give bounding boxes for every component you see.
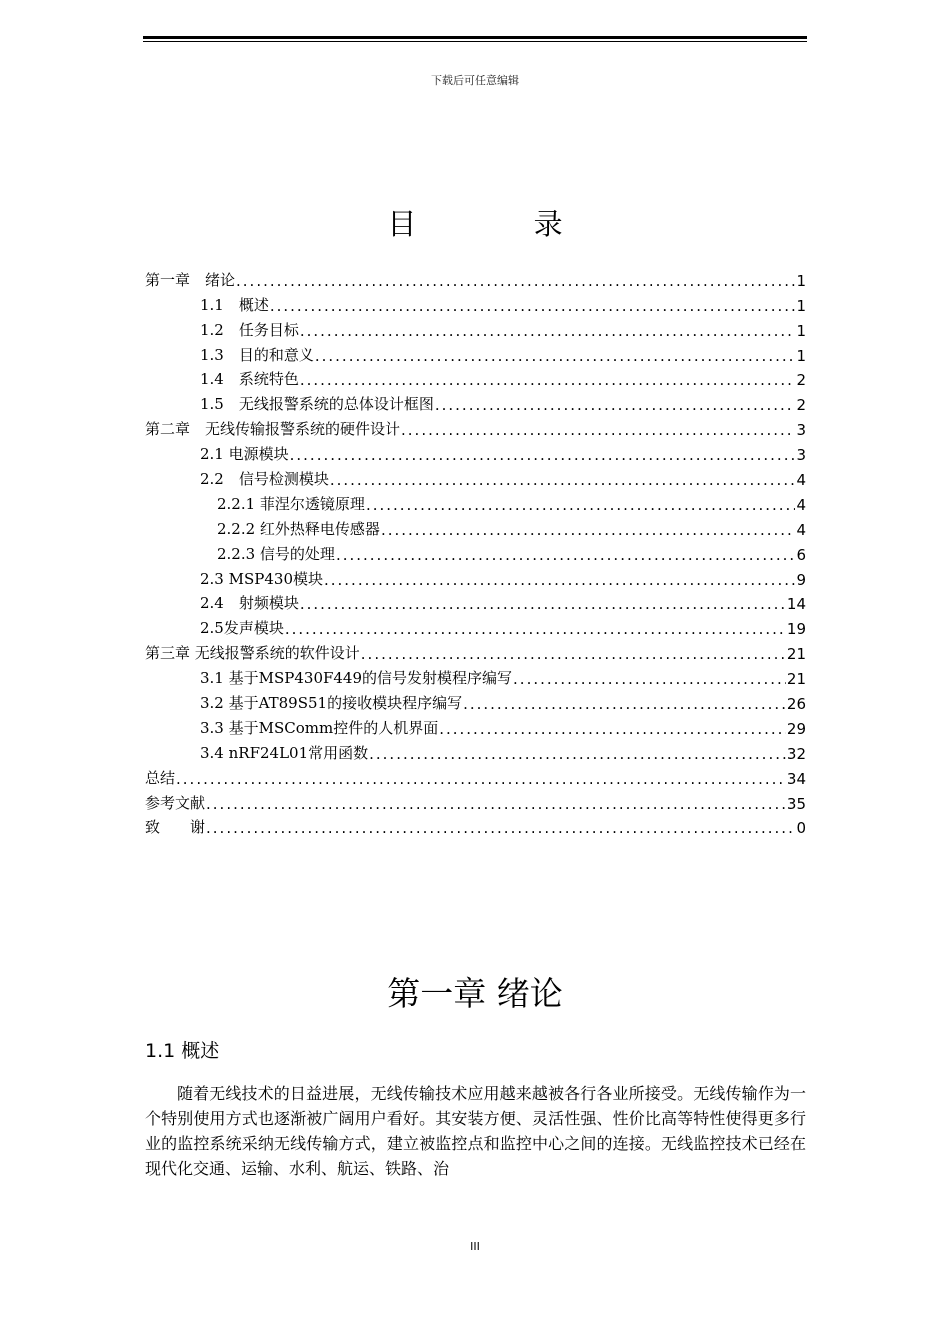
toc-entry-text: 3.1 基于MSP430F449的信号发射模程序编写 bbox=[200, 669, 513, 688]
toc-leader-dots bbox=[300, 322, 796, 340]
toc-entry[interactable] bbox=[145, 613, 806, 638]
toc-entry-page: 35 bbox=[786, 794, 806, 813]
toc-leader-dots bbox=[435, 396, 796, 414]
toc-entry-page: 3 bbox=[796, 421, 806, 440]
toc-entry[interactable] bbox=[145, 564, 806, 589]
toc-entry-text: 2.2.1 菲涅尔透镜原理 bbox=[217, 494, 365, 513]
toc-entry-page: 1 bbox=[796, 321, 806, 340]
toc-entry-page: 19 bbox=[786, 620, 806, 639]
toc-leader-dots bbox=[315, 347, 796, 365]
toc-leader-dots bbox=[300, 371, 796, 389]
toc-entry[interactable] bbox=[145, 688, 806, 713]
toc-entry-page: 2 bbox=[796, 396, 806, 415]
toc-entry-text: 第三章 无线报警系统的软件设计 bbox=[145, 644, 360, 663]
toc-entry[interactable] bbox=[145, 738, 806, 763]
toc-entry-text: 2.2.3 信号的处理 bbox=[217, 544, 335, 563]
toc-entry-text: 1.1 概述 bbox=[200, 295, 269, 314]
header-note: 下载后可任意编辑 bbox=[431, 74, 519, 87]
header-rule-thick bbox=[143, 36, 807, 39]
toc-entry[interactable] bbox=[145, 365, 806, 390]
toc-entry[interactable] bbox=[145, 813, 806, 838]
page-number: III bbox=[470, 1240, 480, 1253]
toc-entry-page: 0 bbox=[796, 819, 806, 838]
chapter-title: 第一章 绪论 bbox=[387, 974, 563, 1013]
toc-leader-dots bbox=[324, 571, 795, 589]
toc-leader-dots bbox=[366, 496, 796, 514]
toc-entry[interactable] bbox=[145, 290, 806, 315]
table-of-contents bbox=[145, 265, 806, 837]
toc-entry-text: 3.4 nRF24L01常用函数 bbox=[200, 743, 369, 762]
toc-leader-dots bbox=[361, 645, 786, 663]
toc-entry-text: 1.4 系统特色 bbox=[200, 370, 299, 389]
toc-entry[interactable] bbox=[145, 763, 806, 788]
toc-entry-page: 1 bbox=[796, 271, 806, 290]
toc-entry-page: 6 bbox=[796, 545, 806, 564]
toc-leader-dots bbox=[270, 297, 796, 315]
toc-leader-dots bbox=[236, 272, 795, 290]
toc-entry[interactable] bbox=[145, 514, 806, 539]
toc-entry[interactable] bbox=[145, 464, 806, 489]
toc-entry-text: 3.3 基于MSComm控件的人机界面 bbox=[200, 718, 439, 737]
toc-entry-text: 2.3 MSP430模块 bbox=[200, 569, 323, 588]
toc-leader-dots bbox=[330, 471, 796, 489]
toc-entry-page: 21 bbox=[786, 670, 806, 689]
toc-leader-dots bbox=[513, 670, 786, 688]
toc-entry-page: 29 bbox=[786, 719, 806, 738]
toc-entry-text: 1.5 无线报警系统的总体设计框图 bbox=[200, 395, 434, 414]
toc-entry-page: 14 bbox=[786, 595, 806, 614]
toc-entry[interactable] bbox=[145, 788, 806, 813]
toc-entry-page: 32 bbox=[786, 744, 806, 763]
toc-entry-text: 1.3 目的和意义 bbox=[200, 345, 314, 364]
toc-leader-dots bbox=[300, 595, 786, 613]
toc-entry-text: 3.2 基于AT89S51的接收模块程序编写 bbox=[200, 694, 463, 713]
toc-entry-text: 2.5发声模块 bbox=[200, 619, 284, 638]
toc-entry-text: 2.2 信号检测模块 bbox=[200, 470, 329, 489]
toc-leader-dots bbox=[369, 745, 786, 763]
toc-entry-text: 第二章 无线传输报警系统的硬件设计 bbox=[145, 420, 401, 439]
toc-entry-page: 1 bbox=[796, 296, 806, 315]
toc-entry[interactable] bbox=[145, 389, 806, 414]
toc-leader-dots bbox=[381, 521, 796, 539]
toc-entry[interactable] bbox=[145, 340, 806, 365]
toc-entry-page: 1 bbox=[796, 346, 806, 365]
header-rule-thin bbox=[143, 41, 807, 42]
toc-entry[interactable] bbox=[145, 638, 806, 663]
toc-title: 目 录 bbox=[387, 207, 617, 241]
toc-entry-page: 4 bbox=[796, 471, 806, 490]
toc-leader-dots bbox=[176, 770, 786, 788]
toc-entry[interactable] bbox=[145, 265, 806, 290]
toc-entry-text: 总结 bbox=[145, 768, 176, 787]
toc-entry-page: 26 bbox=[786, 695, 806, 714]
toc-entry-text: 参考文献 bbox=[145, 793, 206, 812]
toc-entry-page: 21 bbox=[786, 645, 806, 664]
toc-entry-page: 34 bbox=[786, 769, 806, 788]
toc-entry-text: 第一章 绪论 bbox=[145, 270, 236, 289]
toc-entry-page: 3 bbox=[796, 446, 806, 465]
toc-entry-page: 4 bbox=[796, 495, 806, 514]
toc-leader-dots bbox=[206, 819, 795, 837]
toc-entry-text: 致 谢 bbox=[145, 818, 206, 837]
toc-leader-dots bbox=[439, 720, 786, 738]
toc-leader-dots bbox=[336, 546, 796, 564]
toc-entry-page: 9 bbox=[796, 570, 806, 589]
body-paragraph: 随着无线技术的日益进展，无线传输技术应用越来越被各行各业所接受。无线传输作为一个特别使用方式也逐渐被广阔用户看好。其安装方便、灵活性强、性价比高等特性使得更多行业的监控系统采纳无线传输方式，建立被监控点和监控中心之间的连接。无线监控技术已经在现代化交通、运输、水利、航运、铁路、治 bbox=[145, 1084, 806, 1178]
toc-entry-text: 1.2 任务目标 bbox=[200, 320, 299, 339]
toc-entry[interactable] bbox=[145, 663, 806, 688]
toc-entry-text: 2.1 电源模块 bbox=[200, 445, 289, 464]
toc-entry[interactable] bbox=[145, 439, 806, 464]
toc-entry-page: 4 bbox=[796, 520, 806, 539]
toc-leader-dots bbox=[463, 695, 786, 713]
toc-entry-text: 2.4 射频模块 bbox=[200, 594, 299, 613]
toc-entry[interactable] bbox=[145, 414, 806, 439]
toc-entry[interactable] bbox=[145, 315, 806, 340]
toc-entry[interactable] bbox=[145, 713, 806, 738]
toc-entry[interactable] bbox=[145, 589, 806, 614]
toc-leader-dots bbox=[285, 620, 786, 638]
section-title: 1.1 概述 bbox=[145, 1040, 220, 1062]
toc-leader-dots bbox=[290, 446, 796, 464]
toc-entry[interactable] bbox=[145, 539, 806, 564]
toc-leader-dots bbox=[401, 421, 795, 439]
toc-entry[interactable] bbox=[145, 489, 806, 514]
toc-entry-page: 2 bbox=[796, 371, 806, 390]
toc-leader-dots bbox=[206, 795, 786, 813]
toc-entry-text: 2.2.2 红外热释电传感器 bbox=[217, 519, 380, 538]
